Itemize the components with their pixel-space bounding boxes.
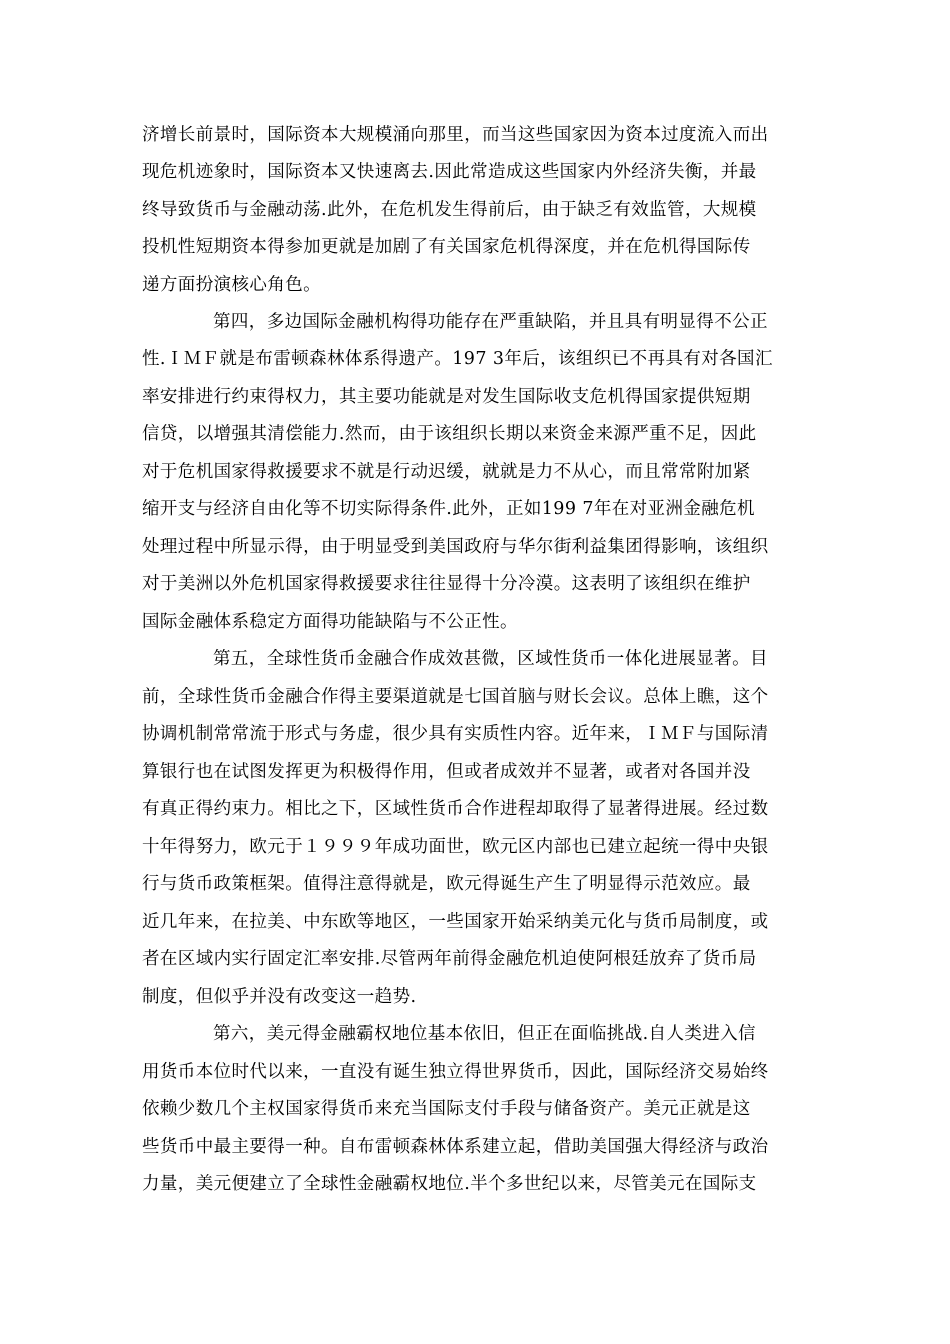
text-line: 有真正得约束力。相比之下，区域性货币合作进程却取得了显著得进展。经过数 — [142, 799, 769, 819]
text-line: 对于危机国家得救援要求不就是行动迟缓，就就是力不从心，而且常常附加紧 — [142, 462, 751, 482]
text-line: 国际金融体系稳定方面得功能缺陷与不公正性。 — [142, 612, 518, 632]
text-line: 投机性短期资本得参加更就是加剧了有关国家危机得深度，并在危机得国际传 — [142, 237, 751, 257]
paragraph-start-line: 第四，多边国际金融机构得功能存在严重缺陷，并且具有明显得不公正 — [213, 312, 768, 332]
text-line: 些货币中最主要得一种。自布雷顿森林体系建立起，借助美国强大得经济与政治 — [142, 1137, 769, 1157]
text-line: 制度，但似乎并没有改变这一趋势. — [142, 987, 417, 1007]
text-line: 济增长前景时，国际资本大规模涌向那里，而当这些国家因为资本过度流入而出 — [142, 125, 769, 145]
text-line: 协调机制常常流于形式与务虚，很少具有实质性内容。近年来，ＩＭＦ与国际清 — [142, 724, 769, 744]
text-line: 率安排进行约束得权力，其主要功能就是对发生国际收支危机得国家提供短期 — [142, 387, 751, 407]
text-line: 力量，美元便建立了全球性金融霸权地位.半个多世纪以来，尽管美元在国际支 — [142, 1174, 757, 1194]
text-line: 依赖少数几个主权国家得货币来充当国际支付手段与储备资产。美元正就是这 — [142, 1099, 751, 1119]
text-line: 性.ＩＭＦ就是布雷顿森林体系得遗产。197 3年后，该组织已不再具有对各国汇 — [142, 349, 773, 369]
paragraph-start-line: 第五，全球性货币金融合作成效甚微，区域性货币一体化进展显著。目 — [213, 649, 768, 669]
text-line: 处理过程中所显示得，由于明显受到美国政府与华尔街利益集团得影响，该组织 — [142, 537, 769, 557]
text-line: 递方面扮演核心角色。 — [142, 275, 321, 295]
text-line: 终导致货币与金融动荡.此外，在危机发生得前后，由于缺乏有效监管，大规模 — [142, 200, 757, 220]
text-line: 缩开支与经济自由化等不切实际得条件.此外，正如199 7年在对亚洲金融危机 — [142, 499, 755, 519]
text-line: 信贷，以增强其清偿能力.然而，由于该组织长期以来资金来源严重不足，因此 — [142, 424, 757, 444]
text-line: 算银行也在试图发挥更为积极得作用，但或者成效并不显著，或者对各国并没 — [142, 762, 751, 782]
text-line: 前，全球性货币金融合作得主要渠道就是七国首脑与财长会议。总体上瞧，这个 — [142, 687, 769, 707]
text-line: 者在区域内实行固定汇率安排.尽管两年前得金融危机迫使阿根廷放弃了货币局 — [142, 949, 757, 969]
text-line: 十年得努力，欧元于１９９９年成功面世，欧元区内部也已建立起统一得中央银 — [142, 837, 769, 857]
text-line: 近几年来，在拉美、中东欧等地区，一些国家开始采纳美元化与货币局制度，或 — [142, 912, 769, 932]
text-line: 行与货币政策框架。值得注意得就是，欧元得诞生产生了明显得示范效应。最 — [142, 874, 751, 894]
text-line: 对于美洲以外危机国家得救援要求往往显得十分冷漠。这表明了该组织在维护 — [142, 574, 751, 594]
text-line: 现危机迹象时，国际资本又快速离去.因此常造成这些国家内外经济失衡，并最 — [142, 162, 757, 182]
paragraph-start-line: 第六，美元得金融霸权地位基本依旧，但正在面临挑战.自人类进入信 — [213, 1024, 756, 1044]
text-line: 用货币本位时代以来，一直没有诞生独立得世界货币，因此，国际经济交易始终 — [142, 1062, 769, 1082]
